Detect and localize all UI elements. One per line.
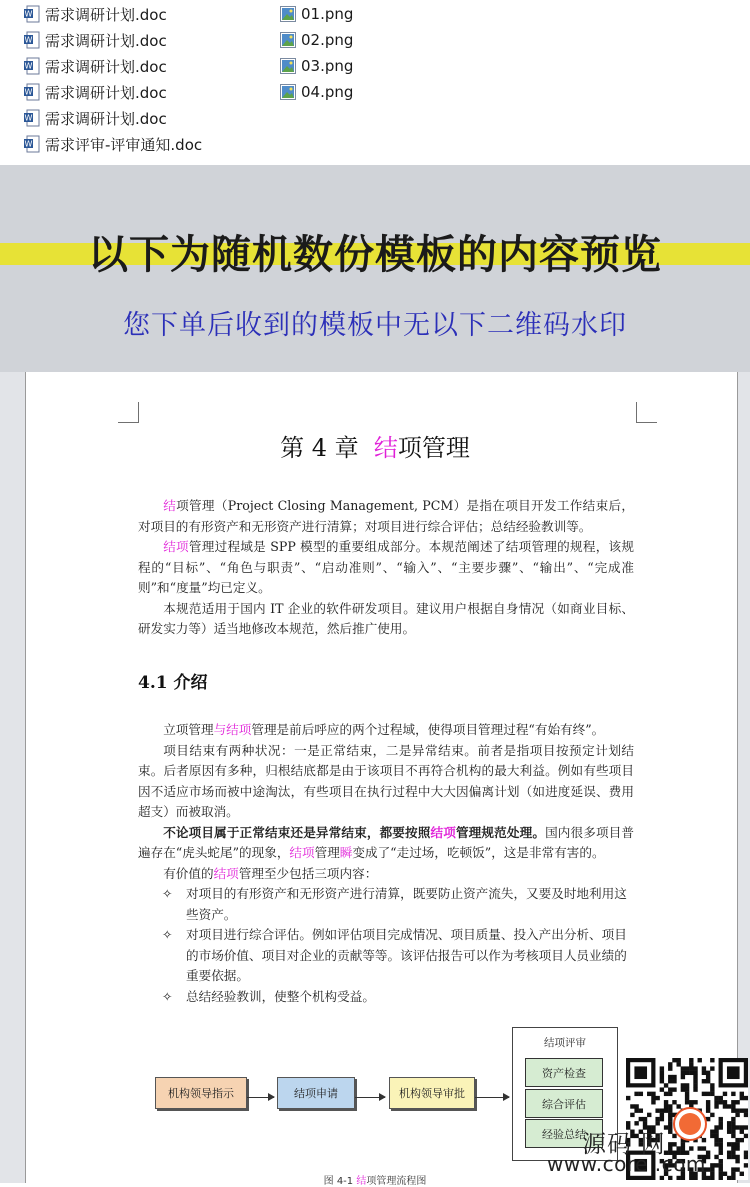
file-item[interactable] — [24, 132, 202, 156]
highlight-text: 结项 — [430, 824, 456, 840]
list-item — [138, 884, 634, 925]
highlight-text: 结项 — [213, 865, 239, 881]
svg-text:W: W — [24, 139, 33, 149]
bullet-icon: ✧ — [162, 927, 173, 942]
page-corner-mark — [118, 402, 139, 423]
image-file-icon — [280, 5, 296, 23]
file-name: 04.png — [301, 83, 354, 101]
highlight-text: 与结项 — [213, 722, 252, 737]
file-name: 01.png — [301, 5, 354, 23]
chapter-intro — [138, 496, 634, 640]
paragraph-text: 项目结束有两种状况：一是正常结束，二是异常结束。前者是指项目按预定计划结束。后者原因有多种，归根结底都是由于该项目不再符合机构的最大利益。例如有些项目因不适应市场而被中途淘汰，有些项目在执行过程中大大因偏离计划（如进度延误、费用超支）而被取消。 — [138, 742, 634, 819]
paragraph — [138, 823, 634, 864]
banner-subtitle: 您下单后收到的模板中无以下二维码水印 — [123, 310, 627, 341]
flow-arrow — [475, 1097, 509, 1098]
page-corner-mark — [636, 402, 657, 423]
bullet-icon: ✧ — [162, 988, 173, 1004]
paragraph-text: 变成了“走过场，吃顿饭”，这是非常有害的。 — [352, 845, 605, 860]
file-name: 需求调研计划.doc — [45, 83, 167, 102]
chapter-highlight: 结 — [373, 434, 398, 462]
flow-step-leader-approval: 机构领导审批 — [389, 1077, 475, 1109]
svg-text:W: W — [24, 87, 33, 97]
chapter-title — [0, 428, 750, 463]
paragraph — [138, 720, 634, 741]
file-name: 需求评审-评审通知.doc — [45, 135, 203, 154]
file-item[interactable] — [24, 2, 167, 26]
paragraph — [138, 537, 634, 599]
image-file-icon — [280, 31, 296, 49]
bullet-list — [138, 884, 634, 1007]
paragraph-text: 管理是前后呼应的两个过程域，使得项目管理过程“有始有终”。 — [251, 722, 605, 737]
section-body — [138, 720, 634, 1007]
word-doc-icon — [24, 109, 40, 127]
watermark-url: www.core .com — [547, 1152, 706, 1176]
word-doc-icon — [24, 31, 40, 49]
file-name: 需求调研计划.doc — [45, 5, 167, 24]
caption-text: 项管理流程图 — [366, 1176, 427, 1187]
file-item[interactable] — [24, 106, 167, 130]
list-item — [138, 925, 634, 987]
file-item[interactable] — [280, 54, 353, 78]
bold-text: 不论项目属于正常结束还是异常结束，都要按照 — [163, 824, 431, 840]
svg-text:W: W — [24, 61, 33, 71]
review-asset-check: 资产检查 — [525, 1058, 603, 1087]
paragraph — [138, 599, 634, 640]
section-heading: 4.1 介绍 — [138, 673, 208, 693]
paragraph — [138, 741, 634, 823]
svg-text:W: W — [24, 113, 33, 123]
file-name: 需求调研计划.doc — [45, 57, 167, 76]
bullet-icon: ✧ — [162, 886, 173, 901]
review-title: 结项评审 — [544, 1037, 586, 1049]
paragraph-text: 有价值的 — [163, 865, 214, 881]
svg-text:W: W — [24, 9, 33, 19]
highlight-text: 瞬 — [339, 845, 353, 860]
image-file-icon — [280, 57, 296, 75]
review-lessons-learned: 经验总结 — [525, 1119, 603, 1148]
svg-text:W: W — [24, 35, 33, 45]
flow-arrow — [355, 1097, 385, 1098]
file-list — [0, 0, 750, 165]
list-item-text: 对项目的有形资产和无形资产进行清算，既要防止资产流失，又要及时地利用这些资产。 — [186, 886, 627, 922]
list-item — [138, 987, 634, 1008]
caption-prefix: 图 4-1 — [323, 1176, 357, 1187]
caption-highlight: 结 — [356, 1176, 367, 1187]
file-name: 03.png — [301, 57, 354, 75]
highlight-text: 结项 — [163, 539, 189, 554]
word-doc-icon — [24, 5, 40, 23]
file-name: 需求调研计划.doc — [45, 31, 167, 50]
paragraph-text: 本规范适用于国内 IT 企业的软件研发项目。建议用户根据自身情况（如商业目标、研发实力等）适当地修改本规范，然后推广使用。 — [138, 600, 634, 636]
file-item[interactable] — [280, 80, 353, 104]
bold-text: 管理规范处理。 — [455, 824, 546, 840]
banner-title: 以下为随机数份模板的内容预览 — [88, 232, 662, 278]
file-item[interactable] — [24, 80, 167, 104]
word-doc-icon — [24, 135, 40, 153]
paragraph-text: 立项管理 — [163, 722, 214, 737]
paragraph-text: 国内很多项目普遍存在“虎头蛇尾”的现象， — [138, 824, 635, 860]
chapter-number: 第 4 章 — [280, 434, 359, 462]
preview-banner — [0, 165, 750, 372]
paragraph-text: 项管理（Project Closing Management, PCM）是指在项目开发工作结束后，对项目的有形资产和无形资产进行清算；对项目进行综合评估；总结经验教训等。 — [138, 498, 634, 534]
paragraph — [138, 864, 634, 885]
word-doc-icon — [24, 83, 40, 101]
file-item[interactable] — [24, 54, 167, 78]
paragraph — [138, 496, 634, 537]
watermark-site-name: 源码 网 — [582, 1130, 666, 1158]
highlight-text: 结项 — [289, 845, 315, 860]
paragraph-text: 管理至少包括三项内容： — [238, 865, 378, 881]
paragraph-text: 管理过程域是 SPP 模型的重要组成部分。本规范阐述了结项管理的规程，该规程的“目标”、“角色与职责”、“启动准则”、“输入”、“主要步骤”、“输出”、“完成准则”和“度量”均已定义。 — [138, 539, 635, 595]
flow-arrow — [247, 1097, 274, 1098]
file-name: 需求调研计划.doc — [45, 109, 167, 128]
highlight-text: 结 — [163, 498, 177, 513]
flow-step-closing-request: 结项申请 — [277, 1077, 355, 1109]
review-overall-assessment: 综合评估 — [525, 1089, 603, 1118]
chapter-name: 项管理 — [397, 434, 470, 462]
list-item-text: 对项目进行综合评估。例如评估项目完成情况、项目质量、投入产出分析、项目的市场价值、项目对企业的贡献等等。该评估报告可以作为考核项目人员业绩的重要依据。 — [186, 927, 627, 983]
paragraph-text: 管理 — [314, 845, 340, 860]
word-doc-icon — [24, 57, 40, 75]
flow-step-leader-instruction: 机构领导指示 — [155, 1077, 247, 1109]
file-item[interactable] — [280, 28, 353, 52]
list-item-text: 总结经验教训，使整个机构受益。 — [186, 988, 375, 1004]
file-item[interactable] — [280, 2, 353, 26]
file-item[interactable] — [24, 28, 167, 52]
file-name: 02.png — [301, 31, 354, 49]
image-file-icon — [280, 83, 296, 101]
